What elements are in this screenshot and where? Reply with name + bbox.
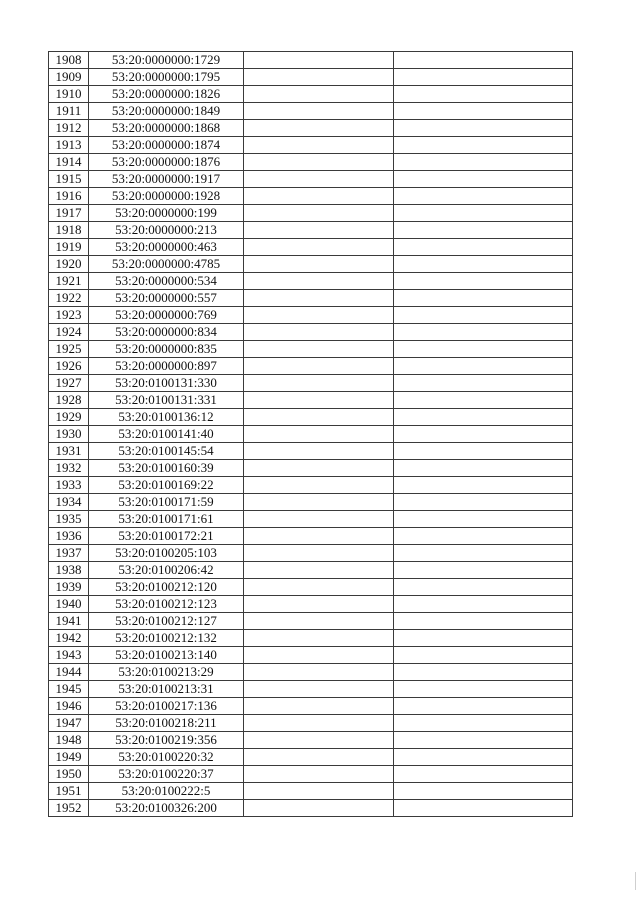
column-4-cell — [394, 239, 573, 256]
table-row — [49, 783, 573, 800]
cadastral-number-cell: 53:20:0100222:5 — [89, 783, 244, 800]
column-4-cell — [394, 494, 573, 511]
row-number-cell: 1933 — [49, 477, 89, 494]
column-4-cell — [394, 171, 573, 188]
cadastral-number-cell: 53:20:0100205:103 — [89, 545, 244, 562]
table-row — [49, 375, 573, 392]
row-number-cell: 1952 — [49, 800, 89, 817]
table-row — [49, 494, 573, 511]
cadastral-number-cell: 53:20:0000000:199 — [89, 205, 244, 222]
row-number-cell: 1919 — [49, 239, 89, 256]
cadastral-number-cell: 53:20:0000000:769 — [89, 307, 244, 324]
row-number-cell: 1920 — [49, 256, 89, 273]
column-4-cell — [394, 596, 573, 613]
table-row — [49, 307, 573, 324]
cadastral-number-cell: 53:20:0100220:37 — [89, 766, 244, 783]
row-number-cell: 1926 — [49, 358, 89, 375]
column-3-cell — [244, 341, 394, 358]
cadastral-number-cell: 53:20:0000000:1826 — [89, 86, 244, 103]
column-3-cell — [244, 222, 394, 239]
table-row — [49, 222, 573, 239]
row-number-cell: 1909 — [49, 69, 89, 86]
column-3-cell — [244, 562, 394, 579]
row-number-cell: 1921 — [49, 273, 89, 290]
column-3-cell — [244, 443, 394, 460]
column-4-cell — [394, 256, 573, 273]
column-3-cell — [244, 273, 394, 290]
row-number-cell: 1917 — [49, 205, 89, 222]
table-row — [49, 698, 573, 715]
table-row — [49, 341, 573, 358]
column-3-cell — [244, 749, 394, 766]
table-row — [49, 120, 573, 137]
table-row — [49, 256, 573, 273]
row-number-cell: 1922 — [49, 290, 89, 307]
cadastral-number-cell: 53:20:0100213:31 — [89, 681, 244, 698]
column-3-cell — [244, 477, 394, 494]
row-number-cell: 1948 — [49, 732, 89, 749]
row-number-cell: 1908 — [49, 52, 89, 69]
cadastral-number-cell: 53:20:0100218:211 — [89, 715, 244, 732]
column-3-cell — [244, 664, 394, 681]
row-number-cell: 1912 — [49, 120, 89, 137]
column-4-cell — [394, 630, 573, 647]
cadastral-number-cell: 53:20:0000000:534 — [89, 273, 244, 290]
table-row — [49, 715, 573, 732]
column-3-cell — [244, 460, 394, 477]
cadastral-number-cell: 53:20:0000000:4785 — [89, 256, 244, 273]
table-row — [49, 154, 573, 171]
table-row — [49, 239, 573, 256]
column-4-cell — [394, 579, 573, 596]
column-3-cell — [244, 579, 394, 596]
row-number-cell: 1950 — [49, 766, 89, 783]
table-row — [49, 800, 573, 817]
row-number-cell: 1929 — [49, 409, 89, 426]
table-row — [49, 137, 573, 154]
table-body — [49, 52, 573, 817]
column-3-cell — [244, 766, 394, 783]
column-4-cell — [394, 783, 573, 800]
cadastral-number-cell: 53:20:0100212:123 — [89, 596, 244, 613]
column-4-cell — [394, 86, 573, 103]
table-row — [49, 681, 573, 698]
column-3-cell — [244, 596, 394, 613]
cadastral-number-cell: 53:20:0000000:834 — [89, 324, 244, 341]
column-3-cell — [244, 630, 394, 647]
row-number-cell: 1936 — [49, 528, 89, 545]
row-number-cell: 1932 — [49, 460, 89, 477]
cadastral-number-cell: 53:20:0100212:120 — [89, 579, 244, 596]
cadastral-number-cell: 53:20:0100141:40 — [89, 426, 244, 443]
column-4-cell — [394, 307, 573, 324]
column-3-cell — [244, 52, 394, 69]
column-3-cell — [244, 392, 394, 409]
column-4-cell — [394, 562, 573, 579]
row-number-cell: 1924 — [49, 324, 89, 341]
column-4-cell — [394, 528, 573, 545]
column-3-cell — [244, 783, 394, 800]
cadastral-number-cell: 53:20:0000000:1874 — [89, 137, 244, 154]
row-number-cell: 1947 — [49, 715, 89, 732]
row-number-cell: 1945 — [49, 681, 89, 698]
column-3-cell — [244, 171, 394, 188]
column-3-cell — [244, 307, 394, 324]
column-3-cell — [244, 154, 394, 171]
cadastral-number-cell: 53:20:0000000:1876 — [89, 154, 244, 171]
cadastral-number-cell: 53:20:0100219:356 — [89, 732, 244, 749]
column-3-cell — [244, 426, 394, 443]
cadastral-number-cell: 53:20:0100171:61 — [89, 511, 244, 528]
cadastral-number-cell: 53:20:0100206:42 — [89, 562, 244, 579]
table-row — [49, 324, 573, 341]
row-number-cell: 1911 — [49, 103, 89, 120]
row-number-cell: 1913 — [49, 137, 89, 154]
column-3-cell — [244, 256, 394, 273]
table-row — [49, 545, 573, 562]
column-3-cell — [244, 545, 394, 562]
table-row — [49, 358, 573, 375]
cadastral-number-cell: 53:20:0100160:39 — [89, 460, 244, 477]
row-number-cell: 1925 — [49, 341, 89, 358]
table-row — [49, 749, 573, 766]
cadastral-number-cell: 53:20:0000000:1849 — [89, 103, 244, 120]
column-4-cell — [394, 52, 573, 69]
cadastral-number-cell: 53:20:0100213:140 — [89, 647, 244, 664]
cadastral-number-cell: 53:20:0100145:54 — [89, 443, 244, 460]
column-3-cell — [244, 511, 394, 528]
column-4-cell — [394, 392, 573, 409]
column-4-cell — [394, 460, 573, 477]
column-4-cell — [394, 409, 573, 426]
table-row — [49, 613, 573, 630]
row-number-cell: 1930 — [49, 426, 89, 443]
column-3-cell — [244, 239, 394, 256]
column-3-cell — [244, 290, 394, 307]
row-number-cell: 1928 — [49, 392, 89, 409]
column-3-cell — [244, 205, 394, 222]
cadastral-number-cell: 53:20:0000000:557 — [89, 290, 244, 307]
table-row — [49, 732, 573, 749]
column-4-cell — [394, 664, 573, 681]
column-4-cell — [394, 120, 573, 137]
column-3-cell — [244, 137, 394, 154]
row-number-cell: 1923 — [49, 307, 89, 324]
column-3-cell — [244, 681, 394, 698]
column-3-cell — [244, 120, 394, 137]
row-number-cell: 1946 — [49, 698, 89, 715]
scan-edge-mark — [635, 872, 636, 890]
column-4-cell — [394, 375, 573, 392]
table-row — [49, 392, 573, 409]
table-row — [49, 630, 573, 647]
cadastral-number-cell: 53:20:0100212:132 — [89, 630, 244, 647]
column-4-cell — [394, 205, 573, 222]
row-number-cell: 1940 — [49, 596, 89, 613]
row-number-cell: 1931 — [49, 443, 89, 460]
table-row — [49, 647, 573, 664]
row-number-cell: 1942 — [49, 630, 89, 647]
row-number-cell: 1914 — [49, 154, 89, 171]
cadastral-number-cell: 53:20:0100213:29 — [89, 664, 244, 681]
cadastral-number-cell: 53:20:0100172:21 — [89, 528, 244, 545]
column-3-cell — [244, 647, 394, 664]
column-3-cell — [244, 103, 394, 120]
cadastral-number-cell: 53:20:0000000:1795 — [89, 69, 244, 86]
cadastral-number-cell: 53:20:0000000:1729 — [89, 52, 244, 69]
column-4-cell — [394, 341, 573, 358]
column-3-cell — [244, 613, 394, 630]
row-number-cell: 1944 — [49, 664, 89, 681]
column-4-cell — [394, 613, 573, 630]
row-number-cell: 1935 — [49, 511, 89, 528]
row-number-cell: 1951 — [49, 783, 89, 800]
table-row — [49, 69, 573, 86]
cadastral-number-cell: 53:20:0100171:59 — [89, 494, 244, 511]
row-number-cell: 1949 — [49, 749, 89, 766]
column-3-cell — [244, 86, 394, 103]
column-4-cell — [394, 545, 573, 562]
column-4-cell — [394, 290, 573, 307]
cadastral-number-cell: 53:20:0000000:835 — [89, 341, 244, 358]
column-4-cell — [394, 324, 573, 341]
cadastral-number-cell: 53:20:0100326:200 — [89, 800, 244, 817]
column-4-cell — [394, 800, 573, 817]
column-3-cell — [244, 528, 394, 545]
table-row — [49, 477, 573, 494]
column-4-cell — [394, 477, 573, 494]
cadastral-number-cell: 53:20:0100212:127 — [89, 613, 244, 630]
column-3-cell — [244, 69, 394, 86]
table-row — [49, 579, 573, 596]
table-row — [49, 664, 573, 681]
row-number-cell: 1910 — [49, 86, 89, 103]
column-4-cell — [394, 69, 573, 86]
table-row — [49, 205, 573, 222]
column-4-cell — [394, 426, 573, 443]
cadastral-number-cell: 53:20:0100136:12 — [89, 409, 244, 426]
cadastral-number-cell: 53:20:0000000:897 — [89, 358, 244, 375]
row-number-cell: 1939 — [49, 579, 89, 596]
column-4-cell — [394, 103, 573, 120]
column-4-cell — [394, 137, 573, 154]
cadastral-number-cell: 53:20:0100131:331 — [89, 392, 244, 409]
column-4-cell — [394, 749, 573, 766]
table-row — [49, 596, 573, 613]
column-3-cell — [244, 698, 394, 715]
column-3-cell — [244, 409, 394, 426]
column-3-cell — [244, 324, 394, 341]
row-number-cell: 1934 — [49, 494, 89, 511]
column-4-cell — [394, 647, 573, 664]
table-row — [49, 528, 573, 545]
column-4-cell — [394, 222, 573, 239]
column-3-cell — [244, 494, 394, 511]
column-3-cell — [244, 715, 394, 732]
column-4-cell — [394, 766, 573, 783]
table-row — [49, 188, 573, 205]
cadastral-number-cell: 53:20:0100217:136 — [89, 698, 244, 715]
column-4-cell — [394, 273, 573, 290]
cadastral-number-cell: 53:20:0100131:330 — [89, 375, 244, 392]
column-3-cell — [244, 358, 394, 375]
cadastral-number-cell: 53:20:0000000:1928 — [89, 188, 244, 205]
cadastral-number-cell: 53:20:0100169:22 — [89, 477, 244, 494]
column-3-cell — [244, 732, 394, 749]
cadastral-number-cell: 53:20:0000000:1917 — [89, 171, 244, 188]
table-row — [49, 460, 573, 477]
column-4-cell — [394, 188, 573, 205]
column-4-cell — [394, 681, 573, 698]
table-row — [49, 52, 573, 69]
column-3-cell — [244, 800, 394, 817]
row-number-cell: 1938 — [49, 562, 89, 579]
row-number-cell: 1937 — [49, 545, 89, 562]
table-row — [49, 171, 573, 188]
column-4-cell — [394, 358, 573, 375]
cadastral-number-cell: 53:20:0000000:213 — [89, 222, 244, 239]
column-4-cell — [394, 154, 573, 171]
row-number-cell: 1915 — [49, 171, 89, 188]
table-row — [49, 290, 573, 307]
column-4-cell — [394, 511, 573, 528]
table-row — [49, 766, 573, 783]
row-number-cell: 1916 — [49, 188, 89, 205]
table-row — [49, 443, 573, 460]
cadastral-number-cell: 53:20:0000000:463 — [89, 239, 244, 256]
table-row — [49, 562, 573, 579]
cadastral-number-cell: 53:20:0100220:32 — [89, 749, 244, 766]
table-row — [49, 511, 573, 528]
row-number-cell: 1941 — [49, 613, 89, 630]
table-row — [49, 86, 573, 103]
column-4-cell — [394, 443, 573, 460]
row-number-cell: 1943 — [49, 647, 89, 664]
table-row — [49, 409, 573, 426]
column-3-cell — [244, 375, 394, 392]
row-number-cell: 1918 — [49, 222, 89, 239]
cadastral-table — [48, 51, 573, 817]
cadastral-number-cell: 53:20:0000000:1868 — [89, 120, 244, 137]
column-4-cell — [394, 698, 573, 715]
column-4-cell — [394, 715, 573, 732]
column-3-cell — [244, 188, 394, 205]
row-number-cell: 1927 — [49, 375, 89, 392]
table-row — [49, 103, 573, 120]
table-row — [49, 273, 573, 290]
column-4-cell — [394, 732, 573, 749]
table-row — [49, 426, 573, 443]
